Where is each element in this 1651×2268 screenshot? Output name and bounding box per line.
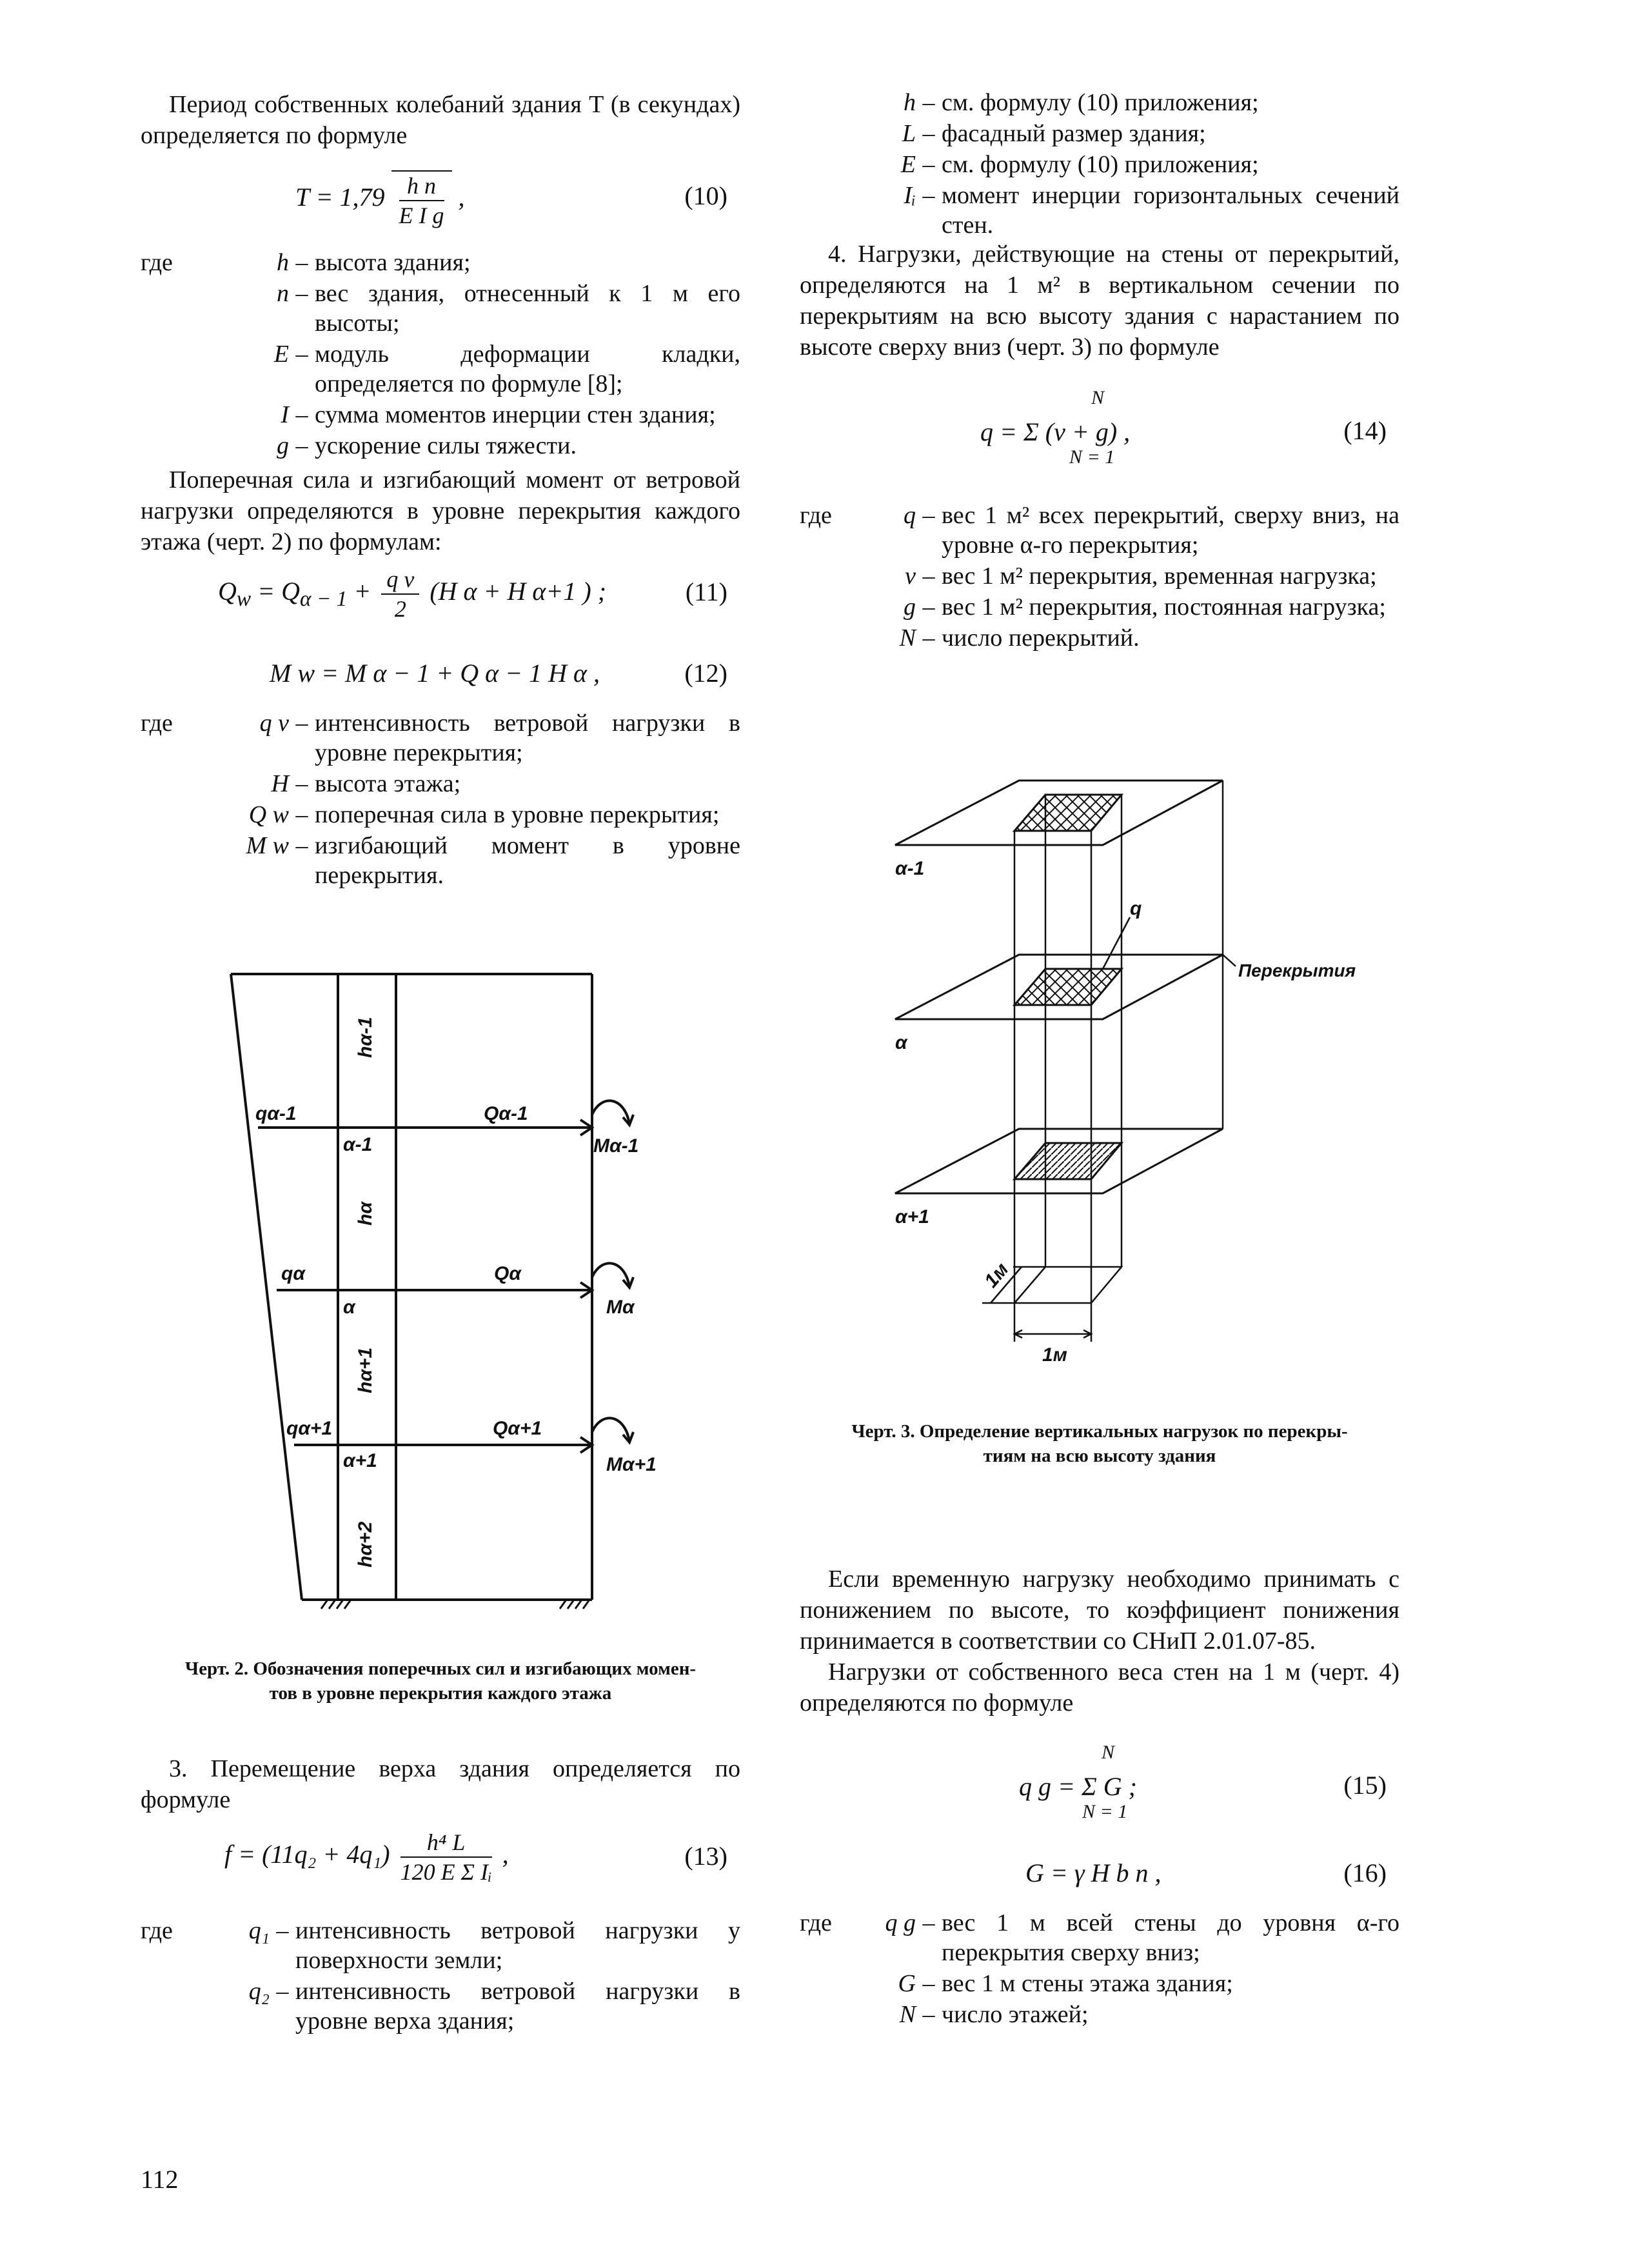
figure-3-caption-line2: тиям на всю высоту здания <box>983 1446 1216 1466</box>
ground-hatch <box>321 1600 589 1609</box>
formula-11-den: 2 <box>394 596 406 622</box>
formula-10-den: E I g <box>399 203 444 228</box>
figure-3-floor-loads <box>800 761 1399 1406</box>
label-h-a2: hα+2 <box>355 1521 376 1567</box>
def-row: где h – высота здания; <box>141 248 740 277</box>
def-row: h – см. формулу (10) приложения; <box>800 88 1399 117</box>
def-row: n – вес здания, отнесенный к 1 м его высоты; <box>141 279 740 338</box>
def-text: высота здания; <box>315 249 471 276</box>
displacement-paragraph <box>141 1753 740 1815</box>
def-text: ускорение силы тяжести. <box>315 432 577 459</box>
defs-14 <box>800 501 1399 654</box>
def-text: вес 1 м² всех перекрытий, сверху вниз, на уровне α-го перекрытия; <box>942 502 1399 559</box>
page-number: 112 <box>141 2165 179 2194</box>
def-symbol: g <box>904 593 916 621</box>
formula-11-rest: (H α + H α+1 ) ; <box>430 577 607 606</box>
figure-3-caption <box>800 1419 1399 1468</box>
def-text: поперечная сила в уровне перекрытия; <box>315 801 720 828</box>
formula-10-lhs: T = 1,79 <box>295 183 385 212</box>
label-level-ap1: α+1 <box>895 1206 929 1228</box>
def-symbol: g <box>277 432 289 459</box>
leader-to-label <box>1223 955 1236 966</box>
def-symbol: I <box>281 401 289 428</box>
def-row: Iᵢ – момент инерции горизонтальных сечений стен. <box>800 181 1399 240</box>
defs-12 <box>141 708 740 891</box>
def-row: G – вес 1 м стены этажа здания; <box>800 1969 1399 1998</box>
shear-paragraph <box>141 464 740 557</box>
def-where <box>141 400 218 430</box>
intro-period-text: Период собственных колебаний здания T (в секундах) определяется по формуле <box>141 91 740 149</box>
def-row: I – сумма моментов инерции стен здания; <box>141 400 740 430</box>
defs-top <box>800 88 1399 241</box>
def-text: вес 1 м стены этажа здания; <box>942 1970 1233 1997</box>
def-row: M w – изгибающий момент в уровне перекрытия. <box>141 831 740 890</box>
def-symbol: N <box>899 624 916 652</box>
def-text: вес здания, отнесенный к 1 м его высоты; <box>315 280 740 337</box>
def-symbol: q <box>904 502 916 529</box>
def-where: где <box>141 249 173 276</box>
formula-14-sum-bottom: N = 1 <box>1069 446 1115 468</box>
label-h-a: hα <box>355 1202 376 1226</box>
formula-14-sum-top: N <box>1091 387 1105 408</box>
figure-3-caption-line1: Черт. 3. Определение вертикальных нагрузок по перекры- <box>851 1421 1348 1442</box>
label-Q-ap1: Qα+1 <box>493 1418 542 1439</box>
formula-12 <box>141 645 740 716</box>
figure-2-caption <box>141 1656 740 1706</box>
def-where: где <box>800 502 832 529</box>
label-M-a1: Mα-1 <box>593 1135 639 1157</box>
formula-10-num: h n <box>399 172 444 201</box>
label-Q-a: Qα <box>494 1263 521 1284</box>
formula-15-sum-top: N <box>1102 1742 1115 1763</box>
def-row: g – ускорение силы тяжести. <box>141 431 740 461</box>
def-where <box>800 1969 864 1998</box>
formula-11-plus: + <box>353 577 371 606</box>
def-symbol: L <box>902 120 916 147</box>
def-text: вес 1 м² перекрытия, временная нагрузка; <box>942 562 1377 590</box>
def-text: модуль деформации кладки, определяется по формуле [8]; <box>315 341 740 397</box>
def-where <box>141 1976 199 2036</box>
def-symbol: q₂ <box>248 1978 270 2005</box>
label-level-a1: α-1 <box>343 1134 373 1155</box>
def-text: сумма моментов инерции стен здания; <box>315 401 716 428</box>
label-q: q <box>1130 898 1142 919</box>
defs-16 <box>800 1908 1399 2031</box>
formula-11-number: (11) <box>685 577 727 606</box>
sqrt-sign <box>391 170 452 230</box>
temp-load-paragraph <box>800 1564 1399 1718</box>
formula-13-den: 120 E Σ Iᵢ <box>400 1859 492 1885</box>
label-h-ap1: hα+1 <box>355 1347 376 1393</box>
formula-11-lhs-sub: w <box>236 587 252 612</box>
intro-paragraph <box>141 89 740 151</box>
formula-13 <box>141 1825 740 1896</box>
formula-16-expr: G = γ H b n , <box>1025 1858 1162 1887</box>
loads-text: 4. Нагрузки, действующие на стены от перекрытий, определяются на 1 м² в вертикальном сечении по перекрытиям на всю высоту здания с нарастанием по высоте сверху вниз (черт. 3) по формуле <box>800 241 1399 361</box>
def-text: см. формулу (10) приложения; <box>942 151 1259 178</box>
def-where <box>141 800 218 830</box>
formula-16-number: (16) <box>1343 1858 1387 1887</box>
formula-15-expr: q g = Σ G ; <box>1019 1772 1137 1801</box>
label-dim-depth: 1м <box>980 1258 1013 1292</box>
def-row: H – высота этажа; <box>141 769 740 799</box>
def-text: интенсивность ветровой нагрузки в уровне перекрытия; <box>315 710 740 766</box>
label-h-a1: hα-1 <box>355 1017 376 1058</box>
def-text: число перекрытий. <box>942 624 1140 652</box>
def-symbol: h <box>904 89 916 116</box>
label-level-a: α <box>895 1032 907 1053</box>
def-row: Q w – поперечная сила в уровне перекрытия; <box>141 800 740 830</box>
def-where <box>800 2000 864 2029</box>
def-text: интенсивность ветровой нагрузки у поверхности земли; <box>295 1917 740 1974</box>
defs-10 <box>141 248 740 462</box>
def-where <box>800 592 864 622</box>
formula-11-num: q v <box>381 565 419 595</box>
def-row: g – вес 1 м² перекрытия, постоянная нагрузка; <box>800 592 1399 622</box>
column-base <box>1014 1267 1122 1303</box>
def-row: где q₁ – интенсивность ветровой нагрузки у поверхности земли; <box>141 1917 740 1974</box>
def-text: вес 1 м всей стены до уровня α-го перекрытия сверху вниз; <box>942 1909 1399 1966</box>
def-row: L – фасадный размер здания; <box>800 119 1399 148</box>
displacement-text: 3. Перемещение верха здания определяется по формуле <box>141 1755 740 1813</box>
formula-11-mid: = Q <box>257 577 301 606</box>
def-symbol: M w <box>246 832 289 859</box>
def-row: E – модуль деформации кладки, определяется по формуле [8]; <box>141 339 740 399</box>
label-level-a: α <box>343 1297 355 1318</box>
def-where: где <box>141 1917 173 1944</box>
def-text: число этажей; <box>942 2001 1089 2028</box>
figure-2-building-frame <box>141 955 740 1638</box>
def-symbol: q₁ <box>248 1917 270 1944</box>
def-row: N – число этажей; <box>800 2000 1399 2029</box>
def-row: где q g – вес 1 м всей стены до уровня α-го перекрытия сверху вниз; <box>800 1909 1399 1966</box>
formula-15-sum-bottom: N = 1 <box>1082 1801 1128 1822</box>
wall-load-text: Нагрузки от собственного веса стен на 1 м (черт. 4) определяются по формуле <box>800 1658 1399 1716</box>
def-where <box>141 339 218 399</box>
label-level-ap1: α+1 <box>343 1450 377 1471</box>
def-where: где <box>141 710 173 737</box>
def-text: вес 1 м² перекрытия, постоянная нагрузка; <box>942 593 1386 621</box>
formula-12-number: (12) <box>684 659 727 688</box>
def-where <box>141 431 218 461</box>
formula-15-number: (15) <box>1343 1771 1387 1800</box>
def-symbol: Q w <box>248 801 289 828</box>
formula-10-number: (10) <box>684 181 727 210</box>
def-text: см. формулу (10) приложения; <box>942 89 1259 116</box>
temp-load-text: Если временную нагрузку необходимо принимать с понижением по высоте, то коэффициент понижения принимается в соответствии со СНиП 2.01.07-85. <box>800 1566 1399 1655</box>
formula-11-lhs: Q <box>218 577 237 606</box>
formula-11-mid-sub: α − 1 <box>300 587 348 612</box>
def-where <box>800 623 864 653</box>
def-symbol: q v <box>259 710 289 737</box>
label-dim-width: 1м <box>1042 1344 1067 1366</box>
formula-14-expr: q = Σ (v + g) , <box>980 417 1131 446</box>
def-where <box>141 831 218 890</box>
def-text: интенсивность ветровой нагрузки в уровне верха здания; <box>295 1978 740 2034</box>
formula-14-number: (14) <box>1343 416 1387 445</box>
def-text: изгибающий момент в уровне перекрытия. <box>315 832 740 889</box>
def-row: E – см. формулу (10) приложения; <box>800 150 1399 179</box>
formula-13-number: (13) <box>684 1842 727 1871</box>
formula-12-expr: M w = M α − 1 + Q α − 1 H α , <box>270 659 600 688</box>
label-M-ap1: Mα+1 <box>606 1454 657 1475</box>
defs-13 <box>141 1916 740 2037</box>
figure-2-caption-line1: Черт. 2. Обозначения поперечных сил и изгибающих момен- <box>184 1658 697 1679</box>
formula-14 <box>800 387 1399 471</box>
def-symbol: N <box>899 2001 916 2028</box>
def-where <box>800 561 864 591</box>
def-symbol: E <box>900 151 916 178</box>
def-text: момент инерции горизонтальных сечений стен. <box>942 182 1399 239</box>
def-text: фасадный размер здания; <box>942 120 1206 147</box>
formula-13-lhs: f = (11q₂ + 4q₁) <box>224 1840 390 1869</box>
def-row: где q – вес 1 м² всех перекрытий, сверху вниз, на уровне α-го перекрытия; <box>800 502 1399 559</box>
def-row: N – число перекрытий. <box>800 623 1399 653</box>
loads-paragraph <box>800 239 1399 363</box>
label-floors: Перекрытия <box>1238 960 1356 980</box>
def-text: высота этажа; <box>315 770 461 797</box>
figure-2-caption-line2: тов в уровне перекрытия каждого этажа <box>269 1683 612 1704</box>
def-row: v – вес 1 м² перекрытия, временная нагрузка; <box>800 561 1399 591</box>
tapered-wall <box>231 974 302 1600</box>
def-where <box>141 769 218 799</box>
label-q-a: qα <box>281 1263 305 1284</box>
def-symbol: E <box>273 341 289 368</box>
label-level-a1: α-1 <box>895 858 925 879</box>
def-symbol: q g <box>885 1909 916 1936</box>
def-row: q₂ – интенсивность ветровой нагрузки в уровне верха здания; <box>141 1976 740 2036</box>
label-q-a1: qα-1 <box>255 1103 297 1124</box>
formula-13-num: h⁴ L <box>400 1828 492 1858</box>
shear-text: Поперечная сила и изгибающий момент от ветровой нагрузки определяются в уровне перекрытия каждого этажа (черт. 2) по формулам: <box>141 466 740 555</box>
formula-13-tail: , <box>502 1840 509 1869</box>
def-symbol: H <box>271 770 289 797</box>
def-symbol: v <box>905 562 916 590</box>
def-symbol: Iᵢ <box>904 182 916 209</box>
label-M-a: Mα <box>606 1297 635 1318</box>
label-Q-a1: Qα-1 <box>484 1103 528 1124</box>
def-where <box>141 279 218 338</box>
def-symbol: n <box>277 280 289 307</box>
def-where: где <box>800 1909 832 1936</box>
def-symbol: G <box>898 1970 916 1997</box>
label-q-ap1: qα+1 <box>286 1418 333 1439</box>
formula-15 <box>800 1742 1399 1825</box>
def-symbol: h <box>277 249 289 276</box>
formula-11 <box>141 561 740 632</box>
def-row: где q v – интенсивность ветровой нагрузки в уровне перекрытия; <box>141 710 740 766</box>
formula-10: T = 1,79 $\frac{\text{h n}}{\text{E I g}}$ , (10) <box>141 161 740 232</box>
